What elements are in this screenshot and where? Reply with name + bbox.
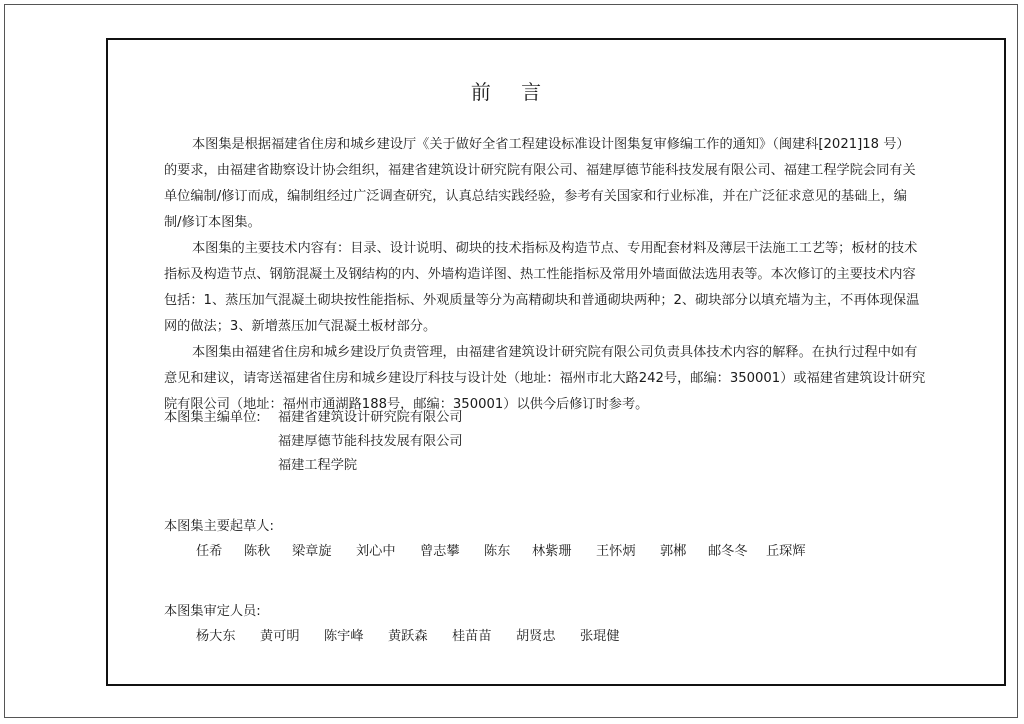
drafter-name: 王怀炳 — [596, 544, 636, 559]
drafter-name: 梁章旋 — [292, 544, 332, 559]
drafter-name: 郭郴 — [660, 544, 687, 559]
paragraph-line: 的要求，由福建省勘察设计协会组织，福建省建筑设计研究院有限公司、福建厚德节能科技发展有限公司、福建工程学院会同有关 — [164, 163, 916, 178]
chief-unit: 福建工程学院 — [278, 458, 358, 473]
paragraph-line: 本图集由福建省住房和城乡建设厅负责管理，由福建省建筑设计研究院有限公司负责具体技术内容的解释。在执行过程中如有 — [192, 345, 918, 360]
reviewer-name: 陈宇峰 — [324, 629, 364, 644]
paragraph-line: 本图集的主要技术内容有：目录、设计说明、砌块的技术指标及构造节点、专用配套材料及薄层干法施工工艺等；板材的技术 — [192, 241, 918, 256]
reviewer-name: 黄跃森 — [388, 629, 428, 644]
drafter-name: 林紫珊 — [532, 544, 572, 559]
reviewers-label: 本图集审定人员: — [164, 604, 261, 619]
chief-unit: 福建省建筑设计研究院有限公司 — [278, 410, 463, 425]
drafter-name: 陈东 — [484, 544, 511, 559]
reviewer-name: 桂苗苗 — [452, 629, 492, 644]
reviewer-name: 胡贤忠 — [516, 629, 556, 644]
drafter-name: 邮冬冬 — [708, 544, 748, 559]
paragraph-line: 院有限公司（地址：福州市通湖路188号，邮编：350001）以供今后修订时参考。 — [164, 397, 649, 412]
paragraph-line: 指标及构造节点、钢筋混凝土及钢结构的内、外墙构造详图、热工性能指标及常用外墙面做法选用表等。本次修订的主要技术内容 — [164, 267, 916, 282]
paragraph-line: 网的做法；3、新增蒸压加气混凝土板材部分。 — [164, 319, 437, 334]
chief-unit: 福建厚德节能科技发展有限公司 — [278, 434, 463, 449]
reviewers-list — [196, 625, 640, 644]
reviewer-name: 张琨健 — [580, 629, 620, 644]
reviewer-name: 黄可明 — [260, 629, 300, 644]
paragraph-line: 单位编制/修订而成，编制组经过广泛调查研究，认真总结实践经验，参考有关国家和行业标准，并在广泛征求意见的基础上，编 — [164, 189, 907, 204]
paragraph-line: 本图集是根据福建省住房和城乡建设厅《关于做好全省工程建设标准设计图集复审修编工作的通知》（闽建科[2021]18 号） — [192, 137, 910, 152]
drafters-list — [196, 540, 826, 559]
drafter-name: 刘心中 — [356, 544, 396, 559]
chief-units-label: 本图集主编单位: — [164, 410, 261, 425]
paragraph-line: 意见和建议，请寄送福建省住房和城乡建设厅科技与设计处（地址：福州市北大路242号，邮编：350001）或福建省建筑设计研究 — [164, 371, 926, 386]
page-title: 前 言 — [470, 80, 554, 104]
paragraph-line: 制/修订本图集。 — [164, 215, 261, 230]
reviewer-name: 杨大东 — [196, 629, 236, 644]
drafters-label: 本图集主要起草人: — [164, 519, 274, 534]
drafter-name: 陈秋 — [244, 544, 271, 559]
drafter-name: 丘琛辉 — [766, 544, 806, 559]
drafter-name: 任希 — [196, 544, 223, 559]
paragraph-line: 包括：1、蒸压加气混凝土砌块按性能指标、外观质量等分为高精砌块和普通砌块两种；2、砌块部分以填充墙为主，不再体现保温 — [164, 293, 920, 308]
drafter-name: 曾志攀 — [420, 544, 460, 559]
preface-text — [164, 132, 944, 418]
